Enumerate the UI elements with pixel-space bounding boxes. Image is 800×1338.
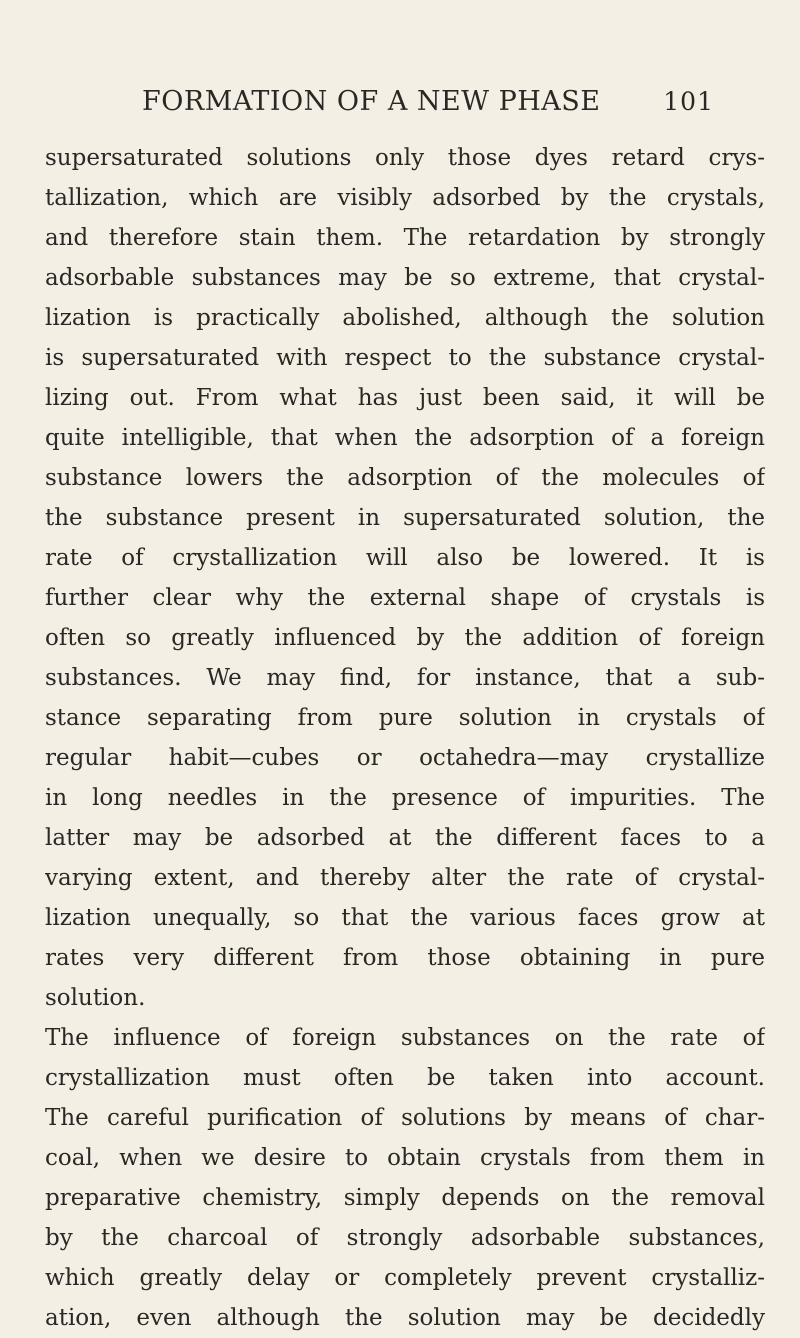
- text-line: is supersaturated with respect to the substance crystal-: [45, 345, 765, 371]
- text-line: The influence of foreign substances on the rate of: [45, 1025, 765, 1051]
- text-line: which greatly delay or completely prevent crystalliz-: [45, 1265, 765, 1291]
- text-line: crystallization must often be taken into account.: [45, 1065, 765, 1091]
- text-line: ation, even although the solution may be decidedly: [45, 1305, 765, 1331]
- text-line: regular habit—cubes or octahedra—may crystallize: [45, 745, 765, 771]
- text-line: lization is practically abolished, although the solution: [45, 305, 765, 331]
- text-line: The careful purification of solutions by means of char-: [45, 1105, 765, 1131]
- text-line: tallization, which are visibly adsorbed by the crystals,: [45, 185, 765, 211]
- text-line: substance lowers the adsorption of the molecules of: [45, 465, 765, 491]
- text-line: by the charcoal of strongly adsorbable substances,: [45, 1225, 765, 1251]
- text-line: in long needles in the presence of impurities. The: [45, 785, 765, 811]
- text-line: rates very different from those obtaining in pure: [45, 945, 765, 971]
- page-header: [142, 84, 720, 124]
- running-head: FORMATION OF A NEW PHASE: [142, 86, 601, 117]
- text-line: substances. We may find, for instance, that a sub-: [45, 665, 765, 691]
- text-line: rate of crystallization will also be lowered. It is: [45, 545, 765, 571]
- text-line: and therefore stain them. The retardation by strongly: [45, 225, 765, 251]
- text-line: quite intelligible, that when the adsorption of a foreign: [45, 425, 765, 451]
- text-line: further clear why the external shape of crystals is: [45, 585, 765, 611]
- text-line: solution.: [45, 985, 146, 1011]
- text-line: often so greatly influenced by the addition of foreign: [45, 625, 765, 651]
- text-line: adsorbable substances may be so extreme, that crystal-: [45, 265, 765, 291]
- text-line: varying extent, and thereby alter the rate of crystal-: [45, 865, 765, 891]
- body-text: [45, 138, 765, 1338]
- text-line: coal, when we desire to obtain crystals from them in: [45, 1145, 765, 1171]
- text-line: stance separating from pure solution in crystals of: [45, 705, 765, 731]
- text-line: lizing out. From what has just been said, it will be: [45, 385, 765, 411]
- text-line: the substance present in supersaturated solution, the: [45, 505, 765, 531]
- page-number: 101: [663, 87, 714, 116]
- text-line: supersaturated solutions only those dyes retard crys-: [45, 145, 765, 171]
- text-line: lization unequally, so that the various faces grow at: [45, 905, 765, 931]
- text-line: latter may be adsorbed at the different faces to a: [45, 825, 765, 851]
- text-line: preparative chemistry, simply depends on the removal: [45, 1185, 765, 1211]
